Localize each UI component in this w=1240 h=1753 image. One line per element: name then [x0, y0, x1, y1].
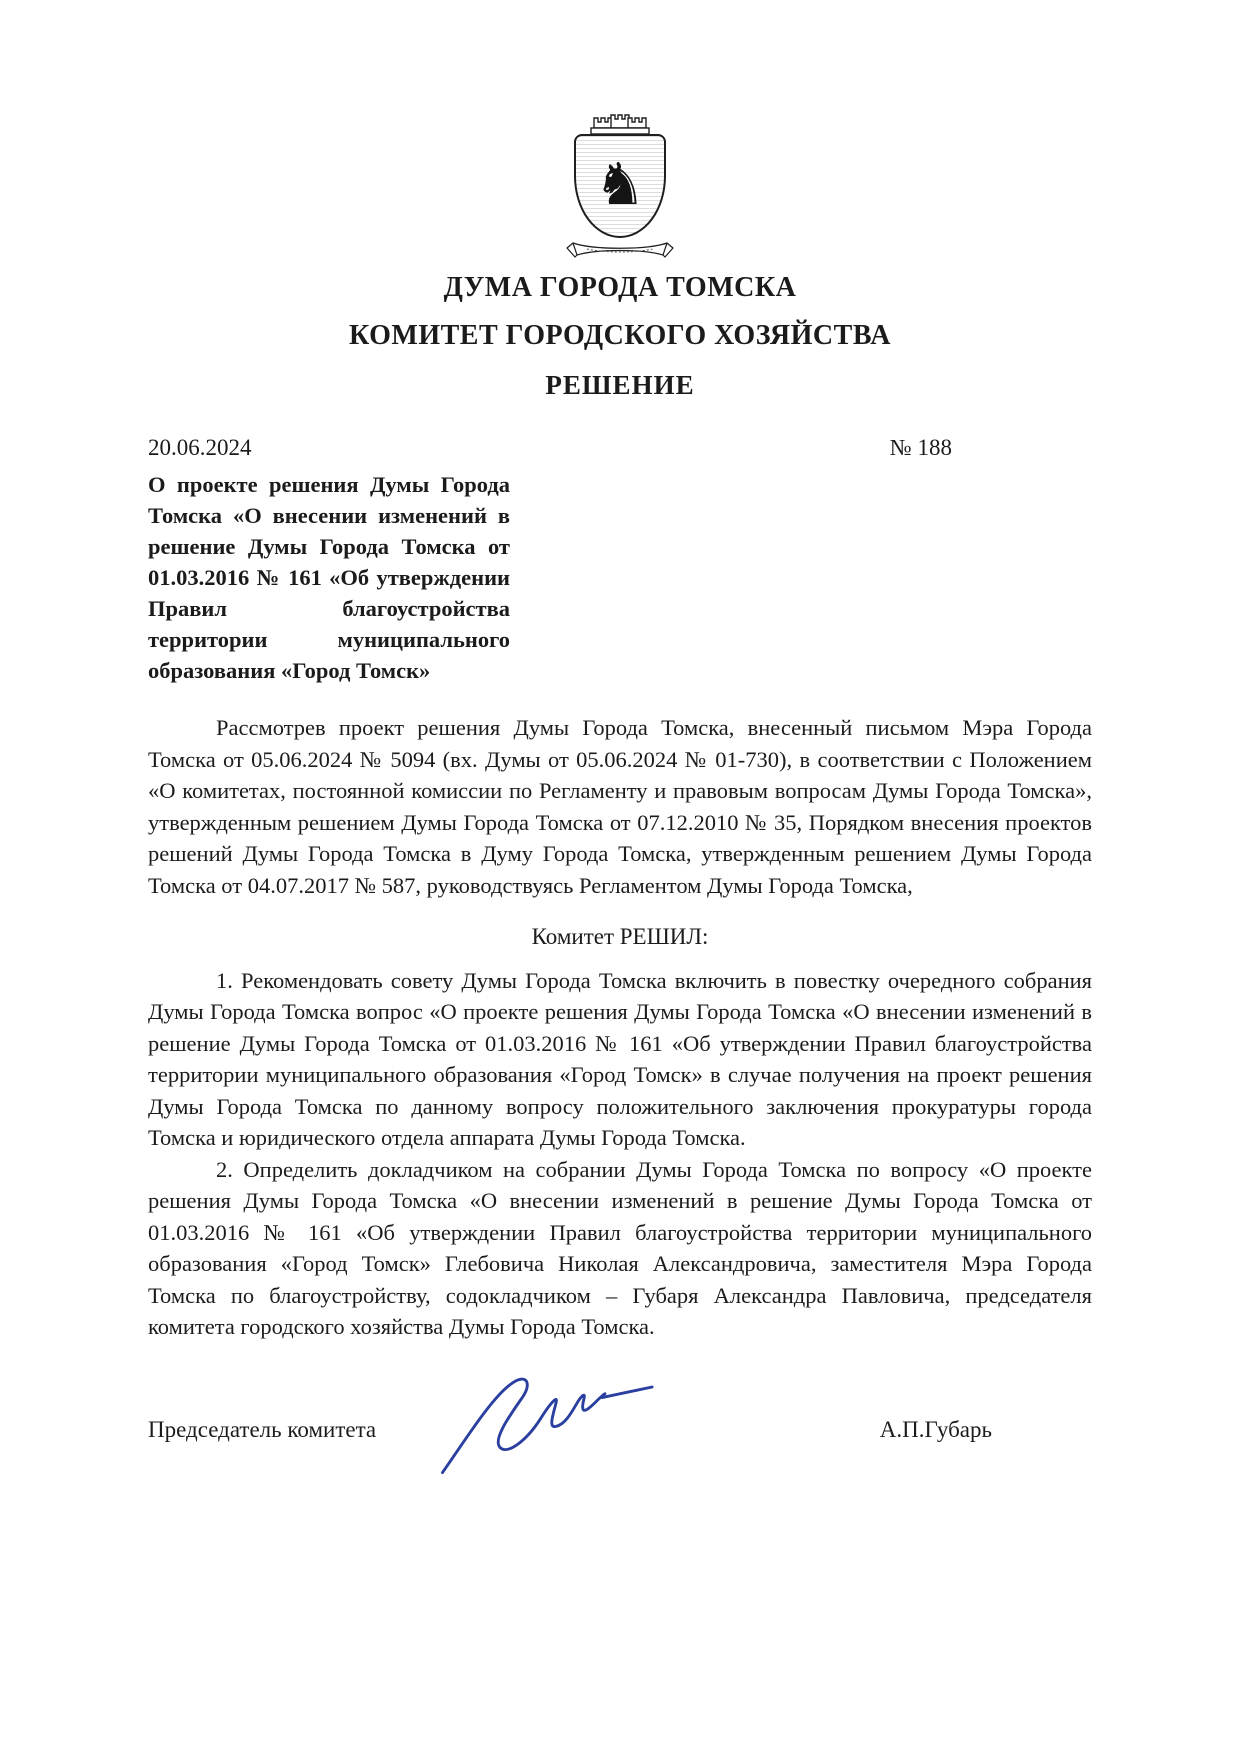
doc-subject: О проекте решения Думы Города Томска «О внесении изменений в решение Думы Города Томска от 01.03.2016 № 161 «Об утверждении Правил благоустройства территории муниципального образования «Город Томск»: [148, 472, 510, 683]
resolution-item-2: 2. Определить докладчиком на собрании Думы Города Томска по вопросу «О проекте решения Думы Города Томска «О внесении изменений в решение Думы Города Томска от 01.03.2016 № 161 «Об утверждении Правил благоустройства территории муниципального образования «Город Томск» Глебовича Николая Александровича, заместителя Мэра Города Томска по благоустройству, содокладчиком – Губаря Александра Павловича, председателя комитета городского хозяйства Думы Города Томска.: [148, 1156, 1092, 1339]
handwritten-signature: [429, 1359, 679, 1495]
ribbon-icon: [565, 240, 675, 260]
signatory-title: Председатель комитета: [148, 1416, 377, 1442]
committee-title: КОМИТЕТ ГОРОДСКОГО ХОЗЯЙСТВА: [349, 320, 891, 351]
doc-type-title: РЕШЕНИЕ: [545, 370, 695, 400]
signature-block: [148, 1417, 1092, 1443]
mural-crown-icon: [588, 112, 652, 136]
meta-row: [148, 435, 1092, 461]
shield-icon: [574, 134, 666, 238]
tomsk-coat-of-arms: [560, 112, 680, 260]
org-title: ДУМА ГОРОДА ТОМСКА: [443, 272, 797, 303]
resolution-item-1: 1. Рекомендовать совету Думы Города Томска включить в повестку очередного собрания Думы Города Томска вопрос «О проекте решения Думы Города Томска «О внесении изменений в решение Думы Города Томска от 01.03.2016 № 161 «Об утверждении Правил благоустройства территории муниципального образования «Город Томск» в случае получения на проект решения Думы Города Томска по данному вопросу положительного заключения прокуратуры города Томска и юридического отдела аппарата Думы Города Томска.: [148, 967, 1092, 1150]
preamble-paragraph: Рассмотрев проект решения Думы Города Томска, внесенный письмом Мэра Города Томска от 05.06.2024 № 5094 (вх. Думы от 05.06.2024 № 01-730), в соответствии с Положением «О комитетах, постоянной комиссии по Регламенту и правовым вопросам Думы Города Томска», утвержденным решением Думы Города Томска от 07.12.2010 № 35, Порядком внесения проектов решений Думы Города Томска в Думу Города Томска, утвержденным решением Думы Города Томска от 04.07.2017 № 587, руководствуясь Регламентом Думы Города Томска,: [148, 715, 1092, 898]
horse-icon: ♞: [594, 150, 646, 218]
resolved-heading: Комитет РЕШИЛ:: [531, 924, 709, 949]
doc-number: № 188: [889, 435, 952, 460]
doc-date: 20.06.2024: [148, 435, 252, 460]
signatory-name: А.П.Губарь: [879, 1416, 992, 1442]
